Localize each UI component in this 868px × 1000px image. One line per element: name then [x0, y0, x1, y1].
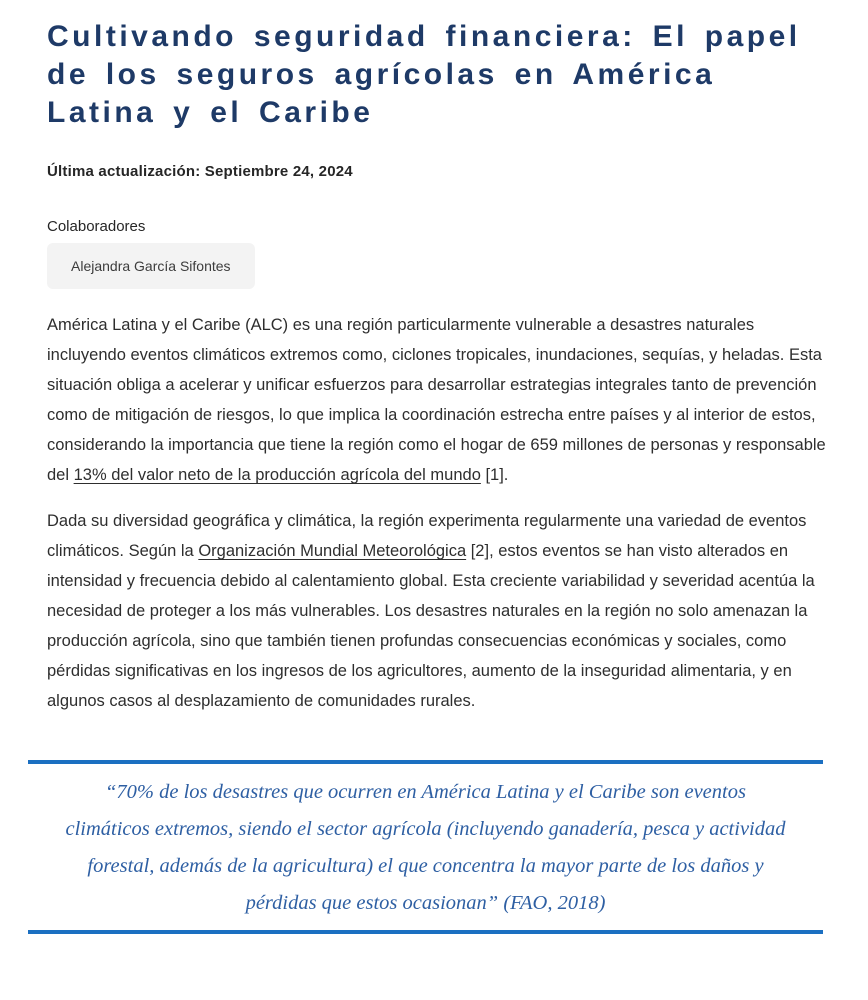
contributor-name: Alejandra García Sifontes: [71, 258, 231, 274]
paragraph-2-text: Dada su diversidad geográfica y climática, la región experimenta regularmente una variedad de eventos climáticos. Según la: [47, 512, 807, 560]
wmo-link[interactable]: Organización Mundial Meteorológica: [198, 542, 467, 560]
last-updated: Última actualización: Septiembre 24, 2024: [47, 163, 353, 180]
paragraph-2-continuation: [2], estos eventos se han visto alterados en intensidad y frecuencia debido al calentamiento global. Esta creciente variabilidad y severidad acentúa la necesidad de proteger a los más vulnerables. Los desastres naturales en la región no solo amenazan la producción agrícola, sino que también tienen profundas consecuencias económicas y sociales, como pérdidas significativas en los ingresos de los agricultores, aumento de la inseguridad alimentaria, y en algunos casos al desplazamiento de comunidades rurales.: [47, 542, 815, 710]
quote-text: “70% de los desastres que ocurren en América Latina y el Caribe son eventos climáticos extremos, siendo el sector agrícola (incluyendo ganadería, pesca y actividad forestal, además de la agricultura) el que concentra la mayor parte de los daños y pérdidas que estos ocasionan” (FAO, 2018): [65, 781, 786, 914]
contributor-chip[interactable]: [47, 243, 255, 289]
contributors-label: Colaboradores: [47, 218, 146, 235]
paragraph-2: [47, 506, 827, 716]
production-value-link[interactable]: 13% del valor neto de la producción agrícola del mundo: [73, 466, 481, 484]
paragraph-1: [47, 310, 827, 490]
page-title: Cultivando seguridad financiera: El papel de los seguros agrícolas en América Latina y el Caribe: [47, 20, 801, 129]
paragraph-1-citation: [1].: [480, 466, 509, 484]
quote-block: [28, 760, 823, 934]
quote-bottom-rule: [28, 930, 823, 934]
paragraph-1-text: América Latina y el Caribe (ALC) es una región particularmente vulnerable a desastres naturales incluyendo eventos climáticos extremos como, ciclones tropicales, inundaciones, sequías, y heladas. Esta situación obliga a acelerar y unificar esfuerzos para desarrollar estrategias integrales tanto de prevención como de mitigación de riesgos, lo que implica la coordinación estrecha entre países y al interior de estos, considerando la importancia que tiene la región como el hogar de 659 millones de personas y responsable del: [47, 316, 826, 484]
